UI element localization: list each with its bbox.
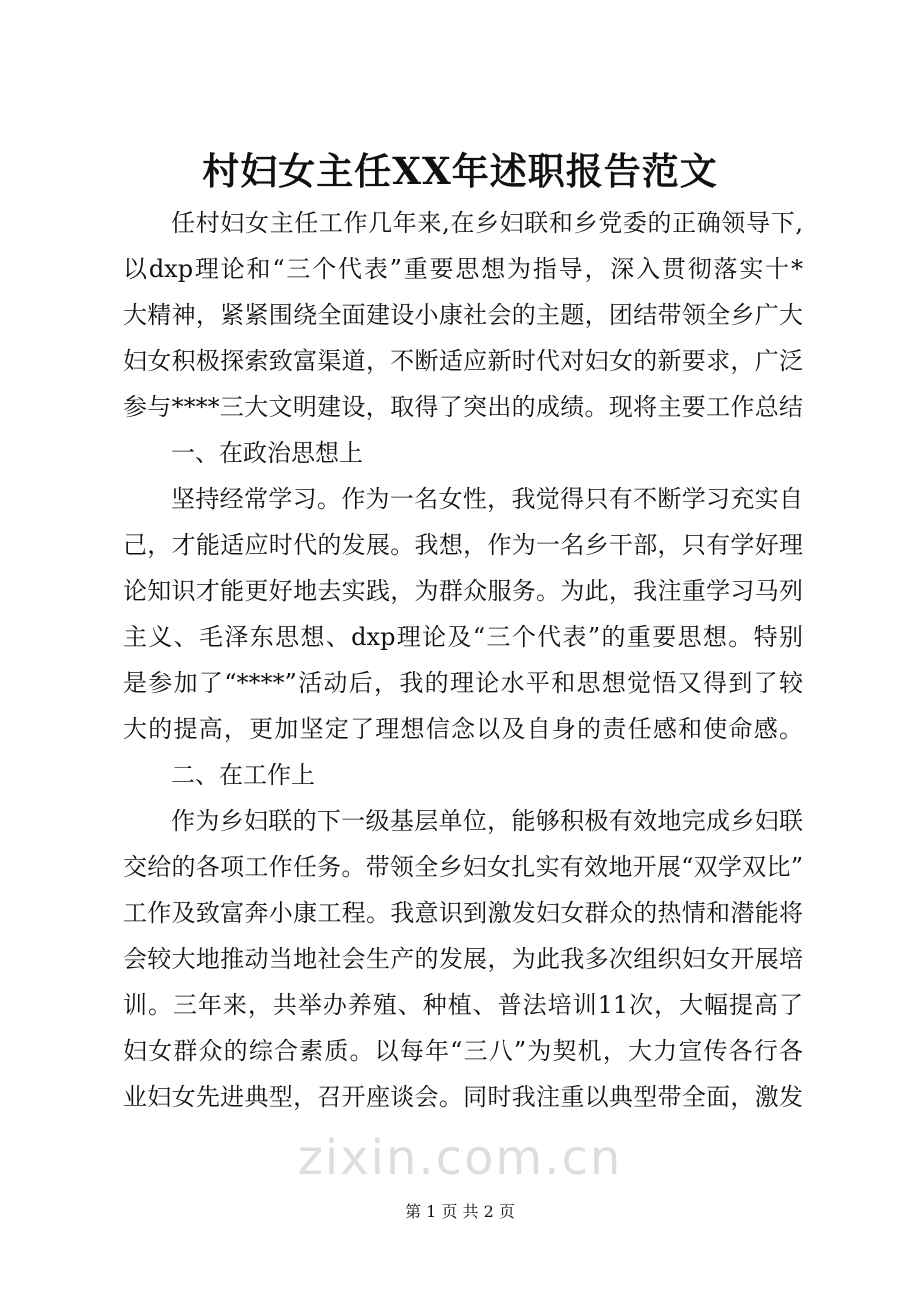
- text-line: 业妇女先进典型，召开座谈会。同时我注重以典型带全面，激发: [123, 1083, 803, 1111]
- text-line: 任村妇女主任工作几年来,在乡妇联和乡党委的正确领导下,: [171, 209, 803, 237]
- section-heading: 一、在政治思想上: [171, 439, 363, 467]
- text-line: 主义、毛泽东思想、dxp理论及“三个代表”的重要思想。特别: [123, 623, 803, 651]
- text-line: 以dxp理论和“三个代表”重要思想为指导，深入贯彻落实十*: [123, 255, 803, 283]
- text-line: 作为乡妇联的下一级基层单位，能够积极有效地完成乡妇联: [171, 807, 803, 835]
- text-line: 大的提高，更加坚定了理想信念以及自身的责任感和使命感。: [123, 715, 803, 743]
- text-line: 是参加了“****”活动后，我的理论水平和思想觉悟又得到了较: [123, 669, 803, 697]
- page-footer: 第 1 页 共 2 页: [405, 1202, 515, 1221]
- text-line: 妇女积极探索致富渠道，不断适应新时代对妇女的新要求，广泛: [123, 347, 803, 375]
- document-body: [123, 200, 803, 1120]
- watermark: zixin.com.cn: [297, 1130, 623, 1186]
- text-line: 坚持经常学习。作为一名女性，我觉得只有不断学习充实自: [171, 485, 803, 513]
- text-line: 论知识才能更好地去实践，为群众服务。为此，我注重学习马列: [123, 577, 803, 605]
- text-line: 训。三年来，共举办养殖、种植、普法培训11次，大幅提高了: [123, 991, 803, 1019]
- document-title: 村妇女主任XX年述职报告范文: [202, 149, 718, 193]
- text-line: 参与****三大文明建设，取得了突出的成绩。现将主要工作总结: [123, 393, 803, 421]
- text-line: 大精神，紧紧围绕全面建设小康社会的主题，团结带领全乡广大: [123, 301, 803, 329]
- text-line: 会较大地推动当地社会生产的发展，为此我多次组织妇女开展培: [123, 945, 803, 973]
- text-line: 工作及致富奔小康工程。我意识到激发妇女群众的热情和潜能将: [123, 899, 803, 927]
- text-line: 己，才能适应时代的发展。我想，作为一名乡干部，只有学好理: [123, 531, 803, 559]
- section-heading: 二、在工作上: [171, 761, 315, 789]
- text-line: 交给的各项工作任务。带领全乡妇女扎实有效地开展“双学双比”: [123, 853, 803, 881]
- text-line: 妇女群众的综合素质。以每年“三八”为契机，大力宣传各行各: [123, 1037, 803, 1065]
